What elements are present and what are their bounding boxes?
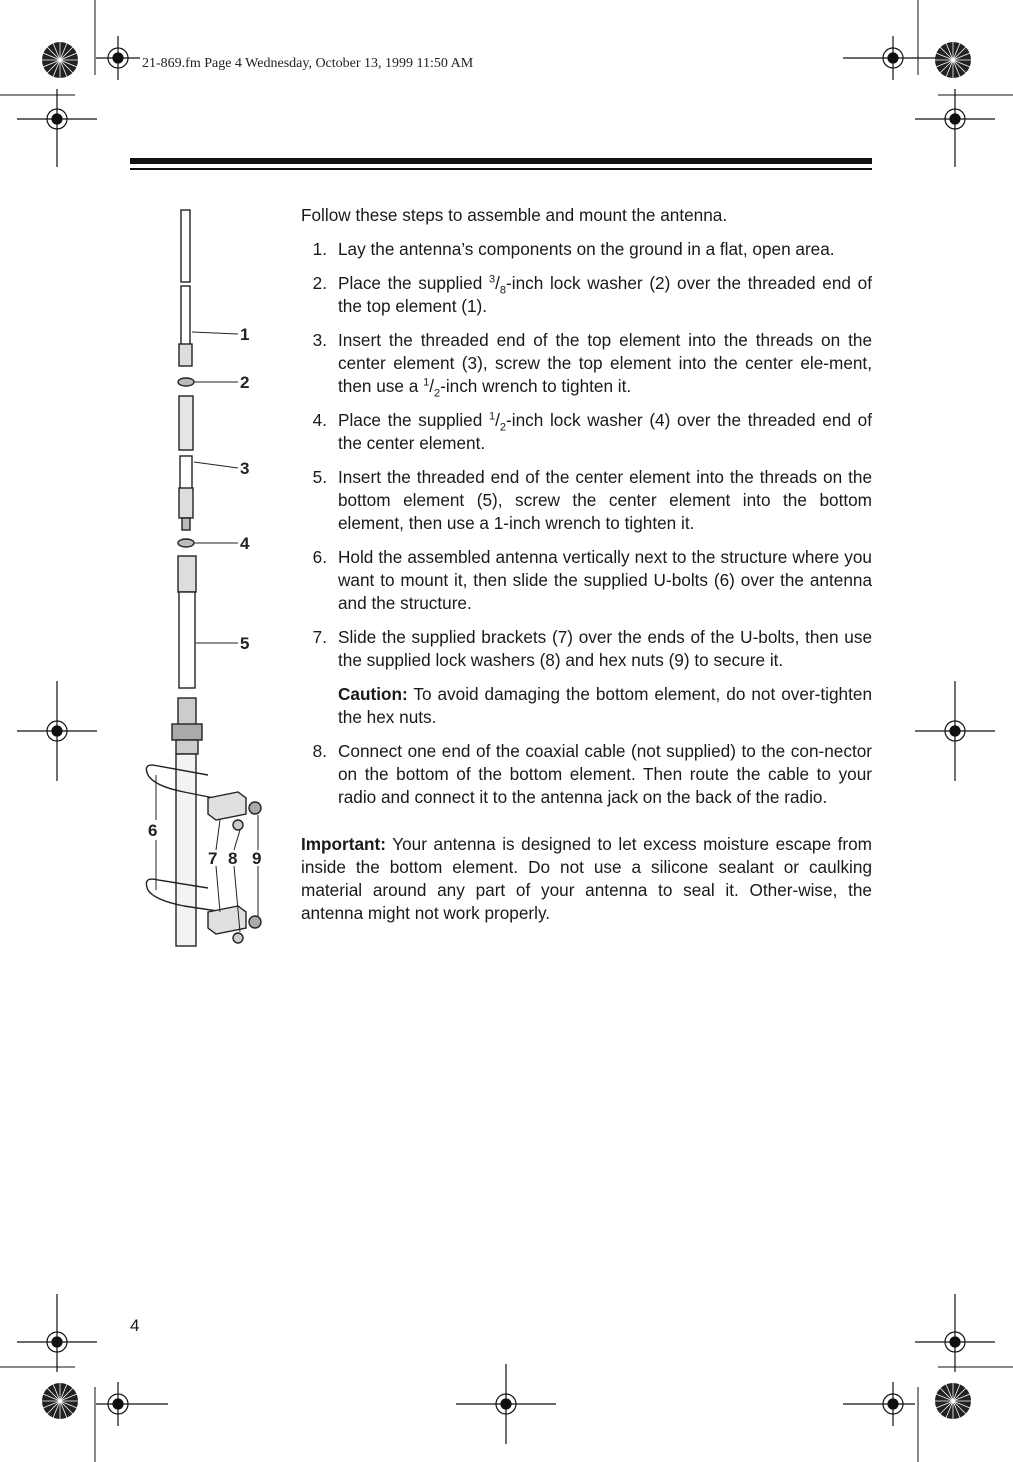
intro-paragraph: Follow these steps to assemble and mount the antenna.: [301, 205, 728, 225]
assembly-steps: [301, 238, 872, 672]
bracket-upper: [208, 792, 246, 820]
step-6: 6. Hold the assembled antenna vertically next to the structure where you want to mount it, then slide the supplied U-bolts (6) over the antenna and the structure.: [312, 547, 872, 613]
bottom-element: [178, 556, 196, 592]
page-number: 4: [130, 1316, 140, 1335]
lock-washer-4: [178, 539, 194, 547]
callout-5: 5: [240, 634, 250, 653]
center-element: [179, 396, 193, 450]
mast-tube: [176, 754, 196, 946]
assembly-steps-continued: [301, 740, 872, 809]
callout-8: 8: [228, 849, 238, 868]
callout-4: 4: [240, 534, 250, 553]
step-3: 3. Insert the threaded end of the top element into the threads on the center element (3), screw the top element into the center ele-ment, then use a $^1/_2$-inch wrench to tighten it.: [312, 330, 872, 400]
callout-2: 2: [240, 373, 250, 392]
step-2: 2. Place the supplied $^3/_8$-inch lock washer (2) over the threaded end of the top element (1).: [312, 273, 872, 316]
step-7: 7. Slide the supplied brackets (7) over the ends of the U-bolts, then use the supplied lock washers (8) and hex nuts (9) to secure it.: [312, 627, 872, 670]
fraction: $^1/_2$: [423, 376, 441, 400]
callout-9: 9: [252, 849, 262, 868]
important-note: Important: Your antenna is designed to let excess moisture escape from inside the bottom element. Do not use a silicone sealant or caulking material around any part of your antenna to seal it. Other-wise, the antenna might not work properly.: [301, 834, 872, 923]
step-8: 8. Connect one end of the coaxial cable (not supplied) to the con-nector on the bottom of the bottom element. Then route the cable to your radio and connect it to the antenna jack on the back of the radio.: [312, 741, 872, 807]
fraction: $^3/_8$: [489, 273, 507, 297]
callout-3: 3: [240, 459, 250, 478]
header-rule-thick: [130, 158, 872, 164]
header-rule-thin: [130, 168, 872, 170]
file-stamp-header: 21-869.fm Page 4 Wednesday, October 13, 1999 11:50 AM: [142, 56, 474, 71]
instructions-body: [301, 204, 872, 925]
lock-washer-2: [178, 378, 194, 386]
callout-1: 1: [240, 325, 250, 344]
caution-note: Caution: To avoid damaging the bottom element, do not over-tighten the hex nuts.: [338, 684, 872, 727]
step-4: 4. Place the supplied $^1/_2$-inch lock washer (4) over the threaded end of the center element.: [312, 410, 872, 453]
callout-7: 7: [208, 849, 218, 868]
top-element: [181, 210, 190, 282]
step-1: 1. Lay the antenna’s components on the ground in a flat, open area.: [312, 239, 835, 259]
callout-6: 6: [148, 821, 158, 840]
antenna-assembly-diagram: [128, 200, 278, 960]
step-5: 5. Insert the threaded end of the center element into the threads on the bottom element (5), screw the center element into the bottom element, then use a 1-inch wrench to tighten it.: [312, 467, 872, 533]
fraction: $^1/_2$: [489, 410, 507, 434]
